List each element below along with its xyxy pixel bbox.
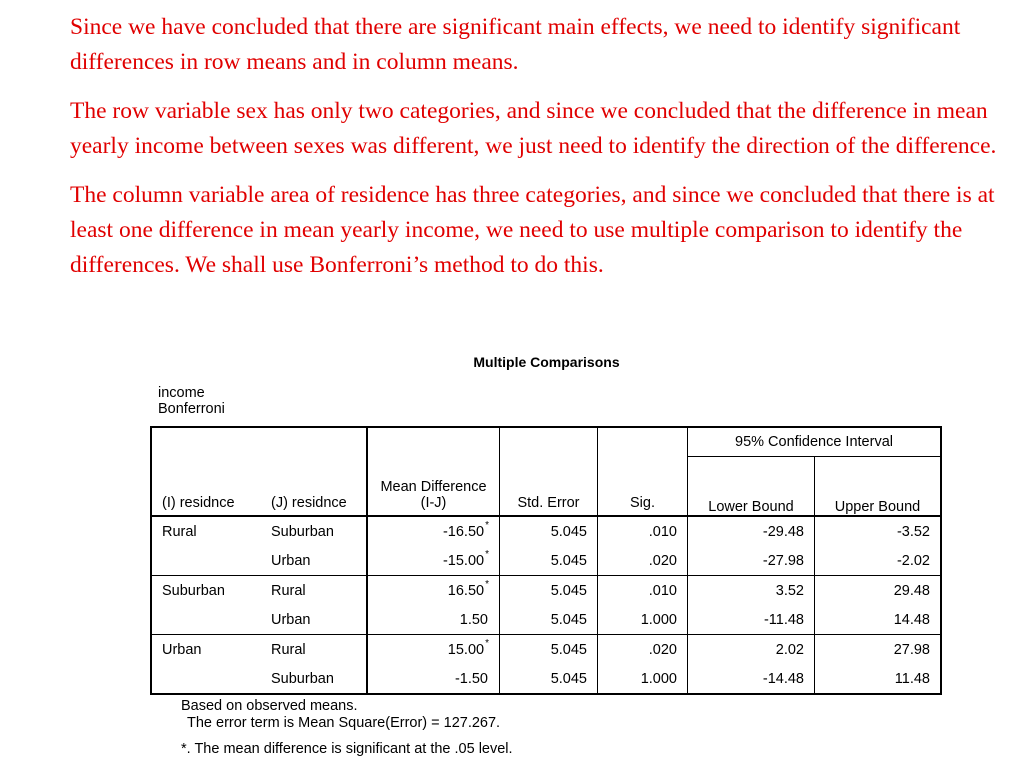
cell-i: Suburban xyxy=(151,576,261,606)
header-std-error: Std. Error xyxy=(500,427,598,516)
header-upper-bound: Upper Bound xyxy=(815,457,942,517)
cell-j: Suburban xyxy=(271,670,334,687)
cell-lower-bound: -27.98 xyxy=(688,546,815,576)
cell-mean-difference xyxy=(367,576,500,606)
cell-sig: .020 xyxy=(598,546,688,576)
table-row xyxy=(151,576,941,606)
cell-upper-bound: 29.48 xyxy=(815,576,942,606)
cell-sig: .020 xyxy=(598,635,688,665)
table-row xyxy=(151,546,941,576)
cell-std-error: 5.045 xyxy=(500,516,598,546)
cell-upper-bound: -3.52 xyxy=(815,516,942,546)
cell-j: Urban xyxy=(271,611,311,628)
cell-upper-bound: 14.48 xyxy=(815,605,942,635)
footnote-error-term: The error term is Mean Square(Error) = 127.267. xyxy=(187,715,501,731)
method-label: Bonferroni xyxy=(158,401,225,417)
cell-lower-bound: -11.48 xyxy=(688,605,815,635)
header-mean-difference: Mean Difference (I-J) xyxy=(367,427,500,516)
cell-sig: 1.000 xyxy=(598,605,688,635)
cell-j: Rural xyxy=(261,576,367,606)
cell-sig: .010 xyxy=(598,516,688,546)
slide-text xyxy=(70,10,1000,297)
cell-lower-bound: 2.02 xyxy=(688,635,815,665)
cell-sig: 1.000 xyxy=(598,664,688,694)
header-row-top xyxy=(151,427,941,457)
significance-star: * xyxy=(485,519,489,531)
multiple-comparisons-table xyxy=(150,426,942,695)
mean-difference-value: 15.00 xyxy=(447,641,485,658)
header-confidence-interval: 95% Confidence Interval xyxy=(688,427,942,457)
significance-star: * xyxy=(485,578,489,590)
mean-difference-value: -1.50 xyxy=(454,670,488,687)
cell-std-error: 5.045 xyxy=(500,576,598,606)
cell-i: Rural xyxy=(151,516,261,546)
header-j: (J) residnce xyxy=(271,495,347,511)
cell-lower-bound: -29.48 xyxy=(688,516,815,546)
table-row xyxy=(151,516,941,546)
mean-difference-value: -15.00 xyxy=(442,552,485,569)
cell-mean-difference xyxy=(367,546,500,576)
cell-mean-difference xyxy=(367,605,500,635)
cell-sig: .010 xyxy=(598,576,688,606)
cell-mean-difference xyxy=(367,664,500,694)
significance-star: * xyxy=(485,637,489,649)
cell-std-error: 5.045 xyxy=(500,664,598,694)
header-sig: Sig. xyxy=(598,427,688,516)
paragraph-row-variable: The row variable sex has only two categories, and since we concluded that the difference in mean yearly income between sexes was different, we just need to identify the direction of the difference. xyxy=(70,98,997,159)
cell-j: Suburban xyxy=(261,516,367,546)
cell-std-error: 5.045 xyxy=(500,546,598,576)
footnote-significance: *. The mean difference is significant at the .05 level. xyxy=(181,741,513,757)
cell-i xyxy=(151,546,261,576)
mean-difference-value: -16.50 xyxy=(442,523,485,540)
cell-lower-bound: 3.52 xyxy=(688,576,815,606)
table-row xyxy=(151,605,941,635)
cell-lower-bound: -14.48 xyxy=(688,664,815,694)
cell-std-error: 5.045 xyxy=(500,605,598,635)
table-title: Multiple Comparisons xyxy=(473,354,620,370)
cell-j: Rural xyxy=(261,635,367,665)
cell-i xyxy=(151,664,261,694)
cell-i: Urban xyxy=(151,635,261,665)
table-footnotes xyxy=(181,698,513,758)
mean-difference-value: 16.50 xyxy=(447,582,485,599)
header-i: (I) residnce xyxy=(162,495,235,511)
table-row xyxy=(151,635,941,665)
footnote-observed-means: Based on observed means. xyxy=(181,698,358,714)
table-meta xyxy=(158,385,225,417)
header-lower-bound: Lower Bound xyxy=(688,457,815,517)
significance-star: * xyxy=(485,548,489,560)
table-row xyxy=(151,664,941,694)
paragraph-column-variable: The column variable area of residence has three categories, and since we concluded that there is at least one difference in mean yearly income, we need to use multiple comparison to identify the differences. We shall use Bonferroni’s method to do this. xyxy=(70,182,995,278)
cell-upper-bound: 27.98 xyxy=(815,635,942,665)
cell-i xyxy=(151,605,261,635)
cell-upper-bound: -2.02 xyxy=(815,546,942,576)
mean-difference-value: 1.50 xyxy=(459,611,488,628)
paragraph-main-effects: Since we have concluded that there are significant main effects, we need to identify significant differences in row means and in column means. xyxy=(70,14,961,75)
cell-upper-bound: 11.48 xyxy=(815,664,942,694)
cell-mean-difference xyxy=(367,635,500,665)
cell-std-error: 5.045 xyxy=(500,635,598,665)
dependent-variable-label: income xyxy=(158,385,205,401)
cell-j: Urban xyxy=(271,552,311,569)
cell-mean-difference xyxy=(367,516,500,546)
